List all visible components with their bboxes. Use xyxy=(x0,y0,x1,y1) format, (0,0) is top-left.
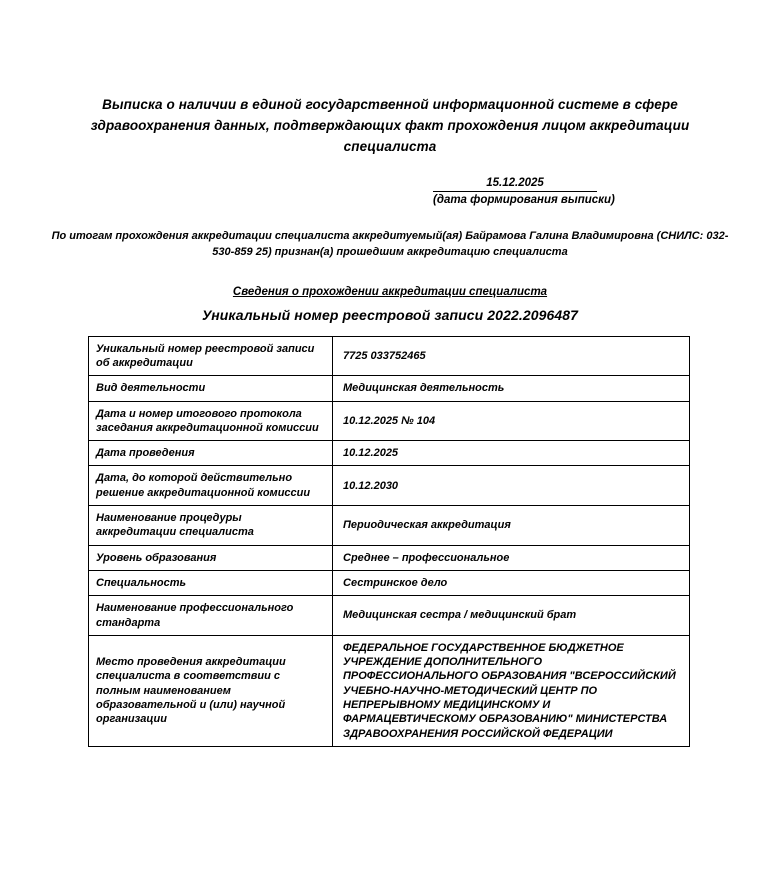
accreditation-table-body xyxy=(89,336,690,746)
row-value: Медицинская деятельность xyxy=(333,376,690,401)
row-value: Сестринское дело xyxy=(333,570,690,595)
row-label: Дата и номер итогового протокола заседания аккредитационной комиссии xyxy=(89,401,333,441)
row-label: Дата проведения xyxy=(89,441,333,466)
formation-date-block xyxy=(433,176,615,206)
table-row xyxy=(89,596,690,636)
row-value: 7725 033752465 xyxy=(333,336,690,376)
table-row xyxy=(89,336,690,376)
formation-date-caption: (дата формирования выписки) xyxy=(433,193,615,206)
row-value: Периодическая аккредитация xyxy=(333,506,690,546)
row-label: Дата, до которой действительно решение аккредитационной комиссии xyxy=(89,466,333,506)
document-title: Выписка о наличии в единой государственной информационной системе в сфере здравоохранения данных, подтверждающих факт прохождения лицом аккредитации специалиста xyxy=(90,97,690,154)
row-value: Медицинская сестра / медицинский брат xyxy=(333,596,690,636)
row-value: ФЕДЕРАЛЬНОЕ ГОСУДАРСТВЕННОЕ БЮДЖЕТНОЕ УЧРЕЖДЕНИЕ ДОПОЛНИТЕЛЬНОГО ПРОФЕССИОНАЛЬНОГО ОБРАЗОВАНИЯ "ВСЕРОССИЙСКИЙ УЧЕБНО-НАУЧНО-МЕТОДИЧЕСКИЙ ЦЕНТР ПО НЕПРЕРЫВНОМУ МЕДИЦИНСКОМУ И ФАРМАЦЕВТИЧЕСКОМУ ОБРАЗОВАНИЮ" МИНИСТЕРСТВА ЗДРАВООХРАНЕНИЯ РОССИЙСКОЙ ФЕДЕРАЦИИ xyxy=(333,635,690,746)
row-label: Вид деятельности xyxy=(89,376,333,401)
table-row xyxy=(89,376,690,401)
table-row xyxy=(89,506,690,546)
table-row xyxy=(89,635,690,746)
registry-number-heading: Уникальный номер реестровой записи 2022.2096487 xyxy=(201,306,579,323)
row-label: Наименование профессионального стандарта xyxy=(89,596,333,636)
table-row xyxy=(89,441,690,466)
row-value: 10.12.2025 xyxy=(333,441,690,466)
row-label: Уровень образования xyxy=(89,545,333,570)
table-row xyxy=(89,401,690,441)
row-label: Специальность xyxy=(89,570,333,595)
accreditation-table xyxy=(88,336,690,747)
table-row xyxy=(89,466,690,506)
row-value: 10.12.2025 № 104 xyxy=(333,401,690,441)
table-row xyxy=(89,570,690,595)
row-label: Место проведения аккредитации специалиста в соответствии с полным наименованием образовательной и (или) научной организации xyxy=(89,635,333,746)
row-value: 10.12.2030 xyxy=(333,466,690,506)
intro-paragraph: По итогам прохождения аккредитации специалиста аккредитуемый(ая) Байрамова Галина Владимировна (СНИЛС: 032-530-859 25) признан(а) прошедшим аккредитацию специалиста xyxy=(51,229,729,258)
row-label: Наименование процедуры аккредитации специалиста xyxy=(89,506,333,546)
row-value: Среднее – профессиональное xyxy=(333,545,690,570)
section-heading: Сведения о прохождении аккредитации специалиста xyxy=(232,285,548,298)
formation-date-value: 15.12.2025 xyxy=(433,177,597,192)
table-row xyxy=(89,545,690,570)
row-label: Уникальный номер реестровой записи об аккредитации xyxy=(89,336,333,376)
